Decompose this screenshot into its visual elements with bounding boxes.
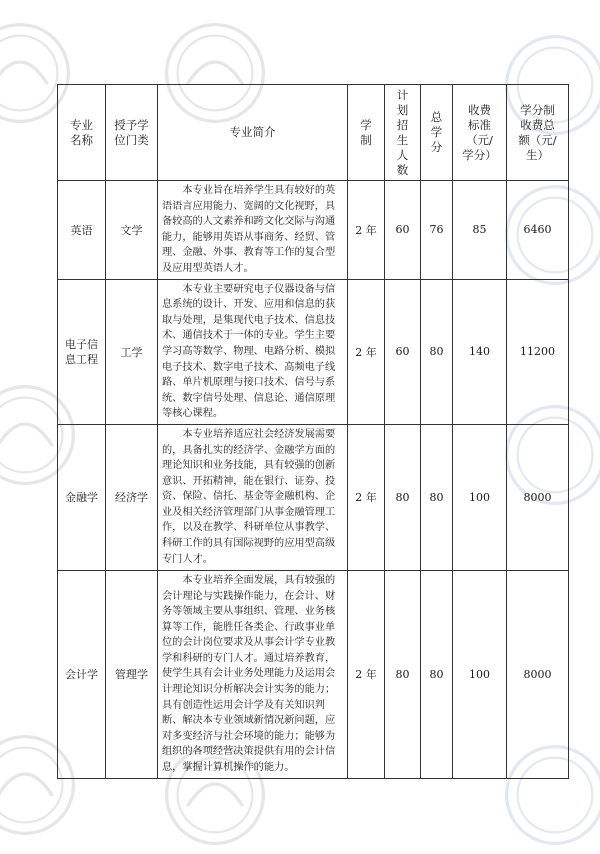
cell-duration: 2 年 [348,181,385,280]
cell-major-name: 英语 [58,181,106,280]
cell-plan: 60 [385,181,421,280]
cell-fee: 140 [453,279,507,424]
cell-total: 6460 [507,181,569,280]
cell-degree: 经济学 [106,424,158,570]
cell-intro [158,570,348,778]
intro-text: 本专业培养适应社会经济发展需要的，具备扎实的经济学、金融学方面的理论知识和业务技能，具有较强的创新意识、开拓精神，能在银行、证券、投资、保险、信托、基金等金融机构、企业及相关经济管理部门从事金融管理工作，以及在教学、科研单位从事教学、科研工作的具有国际视野的应用型高级专门人才。 [162,428,336,565]
cell-intro [158,279,348,424]
cell-plan: 80 [385,570,421,778]
cell-credits: 80 [421,570,453,778]
cell-major-name: 金融学 [58,424,106,570]
cell-intro [158,181,348,280]
header-plan: 计 划 招 生 人 数 [385,85,421,181]
cell-total: 8000 [507,570,569,778]
header-fee: 收费 标准 （元/ 学分） [453,85,507,181]
table-row [58,279,569,424]
intro-text: 本专业培养全面发展，具有较强的会计理论与实践操作能力，在会计、财务等领域主要从事组织、管理、业务核算等工作，能胜任各类企、行政事业单位的会计岗位要求及从事会计学专业教学和科研的专门人才。通过培养教育，使学生具有会计业务处理能力及运用会计理论知识分析解决会计实务的能力；具有创造性运用会计学及有关知识判断、解决本专业领域新情况新问题，应对多变经济与社会环境的能力；能够为组织的各项经营决策提供有用的会计信息，掌握计算机操作的能力。 [162,574,336,774]
cell-plan: 80 [385,424,421,570]
cell-total: 11200 [507,279,569,424]
cell-fee: 100 [453,424,507,570]
cell-fee: 100 [453,570,507,778]
cell-major-name: 会计学 [58,570,106,778]
cell-degree: 文学 [106,181,158,280]
header-intro: 专业简介 [158,85,348,181]
cell-plan: 60 [385,279,421,424]
cell-major-name [58,279,106,424]
cell-credits: 80 [421,279,453,424]
cell-degree: 管理学 [106,570,158,778]
cell-credits: 76 [421,181,453,280]
cell-fee: 85 [453,181,507,280]
intro-text: 本专业主要研究电子仪器设备与信息系统的设计、开发、应用和信息的获取与处理，是集现代电子技术、信息技术、通信技术于一体的专业。学生主要学习高等数学、物理、电路分析、模拟电子技术、数字电子技术、高频电子线路、单片机原理与接口技术、信号与系统、数字信号处理、信息论、通信原理等核心课程。 [162,283,336,420]
cell-duration: 2 年 [348,279,385,424]
header-degree: 授予学 位门类 [106,85,158,181]
major-name-text: 电子信息工程 [65,337,98,366]
cell-credits: 80 [421,424,453,570]
header-major-name: 专业 名称 [58,85,106,181]
cell-duration: 2 年 [348,424,385,570]
cell-degree: 工学 [106,279,158,424]
header-total: 学分制 收费总 额（元/ 生） [507,85,569,181]
table-header-row [58,85,569,181]
header-credits: 总 学 分 [421,85,453,181]
table-row [58,424,569,570]
program-table [57,84,569,779]
table-row [58,570,569,778]
cell-duration: 2 年 [348,570,385,778]
header-duration: 学 制 [348,85,385,181]
cell-intro [158,424,348,570]
cell-total: 8000 [507,424,569,570]
intro-text: 本专业旨在培养学生具有较好的英语语言应用能力、宽阔的文化视野，具备较高的人文素养和跨文化交际与沟通能力，能够用英语从事商务、经贸、管理、金融、外事、教育等工作的复合型及应用型英语人才。 [162,185,336,274]
table-row [58,181,569,280]
